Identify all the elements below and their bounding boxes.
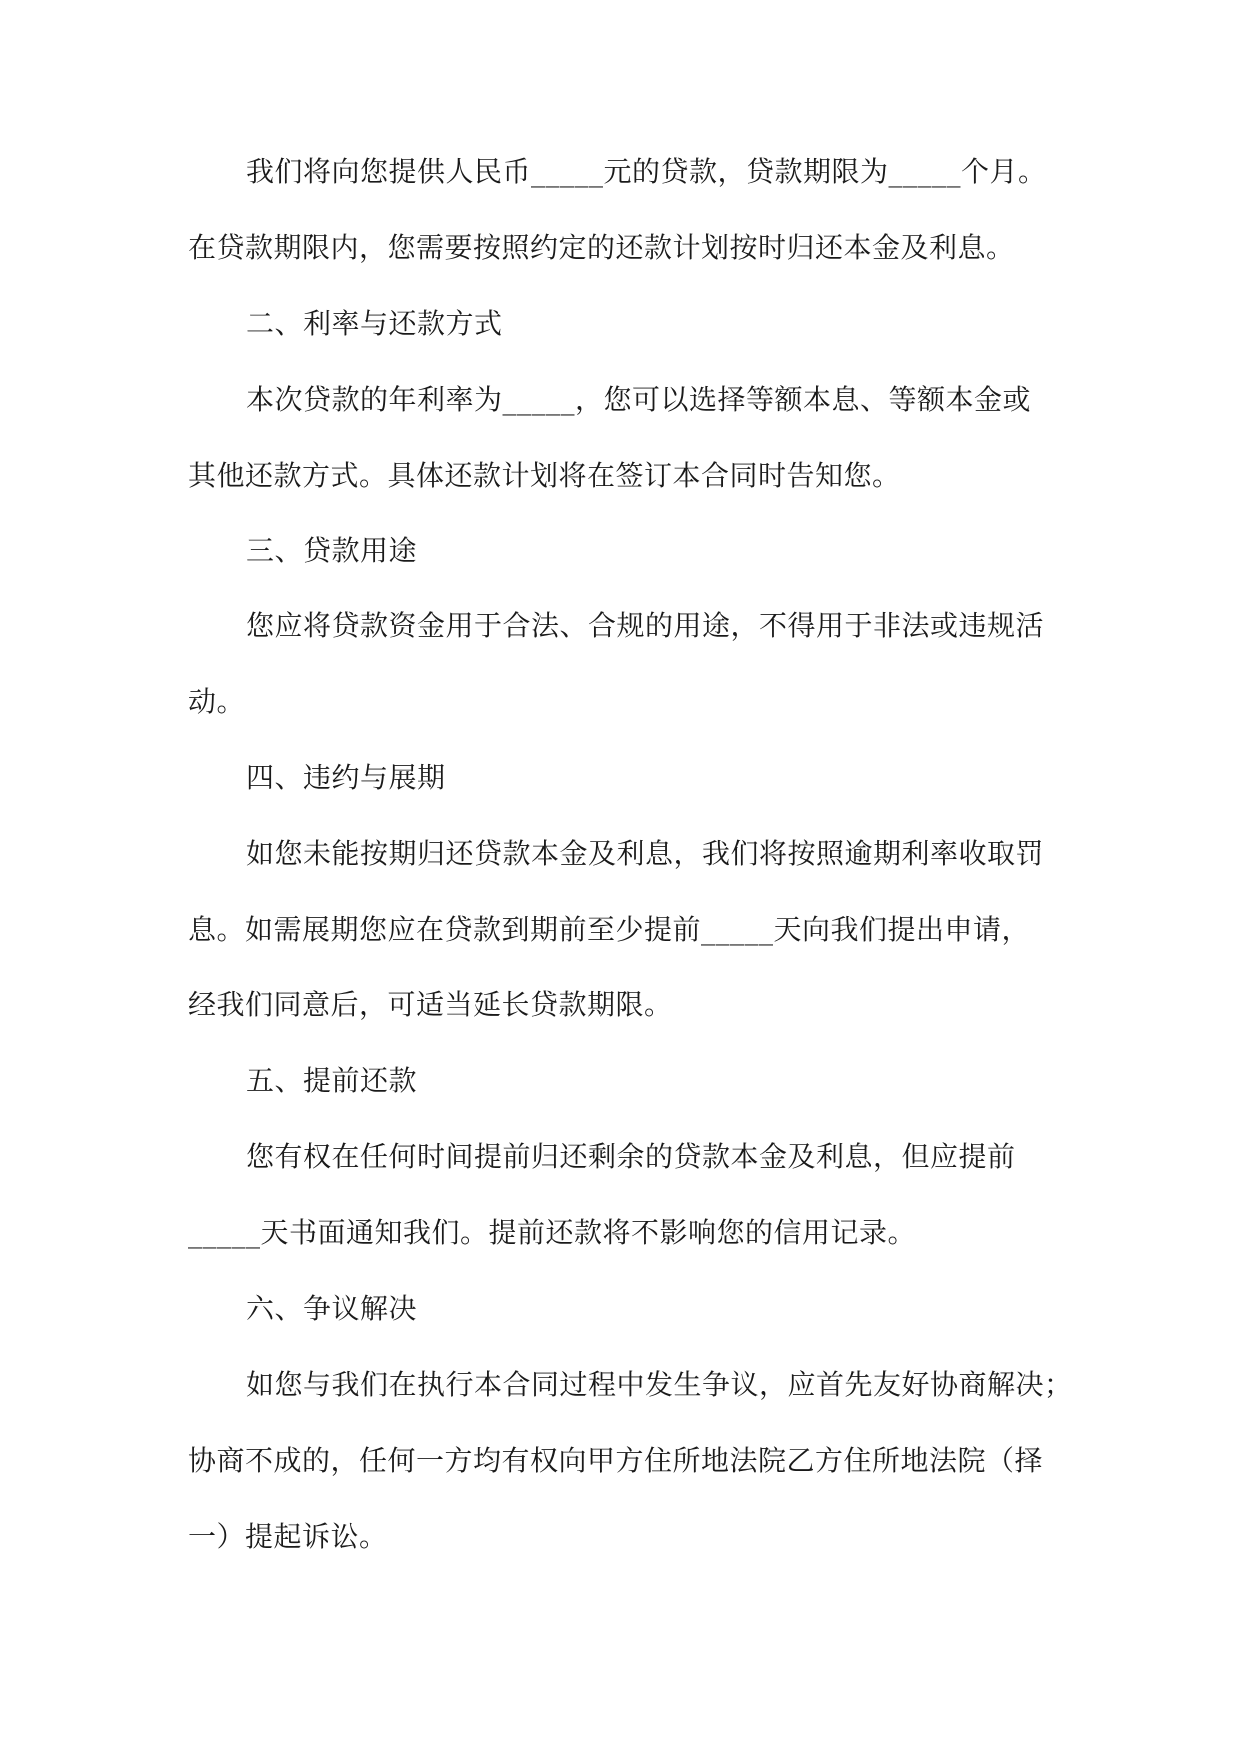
paragraph-line: _____天书面通知我们。提前还款将不影响您的信用记录。	[188, 1216, 917, 1249]
section-heading-interest: 二、利率与还款方式	[246, 307, 503, 340]
paragraph-line: 如您与我们在执行本合同过程中发生争议，应首先友好协商解决；	[246, 1368, 1073, 1401]
paragraph-line: 协商不成的，任何一方均有权向甲方住所地法院乙方住所地法院（择	[188, 1444, 1044, 1477]
paragraph-line: 一）提起诉讼。	[188, 1520, 388, 1553]
paragraph-line: 经我们同意后，可适当延长贷款期限。	[188, 988, 673, 1021]
paragraph-line: 我们将向您提供人民币_____元的贷款，贷款期限为_____个月。	[246, 155, 1047, 188]
paragraph-line: 您应将贷款资金用于合法、合规的用途，不得用于非法或违规活	[246, 609, 1045, 642]
section-heading-prepayment: 五、提前还款	[246, 1064, 418, 1097]
section-heading-default: 四、违约与展期	[246, 761, 446, 794]
paragraph-line: 息。如需展期您应在贷款到期前至少提前_____天向我们提出申请，	[188, 913, 1031, 946]
section-heading-purpose: 三、贷款用途	[246, 534, 418, 567]
paragraph-line: 其他还款方式。具体还款计划将在签订本合同时告知您。	[188, 459, 901, 492]
paragraph-line: 如您未能按期归还贷款本金及利息，我们将按照逾期利率收取罚	[246, 837, 1045, 870]
paragraph-line: 动。	[188, 685, 246, 718]
section-heading-dispute: 六、争议解决	[246, 1292, 418, 1325]
paragraph-line: 您有权在任何时间提前归还剩余的贷款本金及利息，但应提前	[246, 1140, 1016, 1173]
paragraph-line: 本次贷款的年利率为_____，您可以选择等额本息、等额本金或	[246, 383, 1032, 416]
paragraph-line: 在贷款期限内，您需要按照约定的还款计划按时归还本金及利息。	[188, 231, 1015, 264]
